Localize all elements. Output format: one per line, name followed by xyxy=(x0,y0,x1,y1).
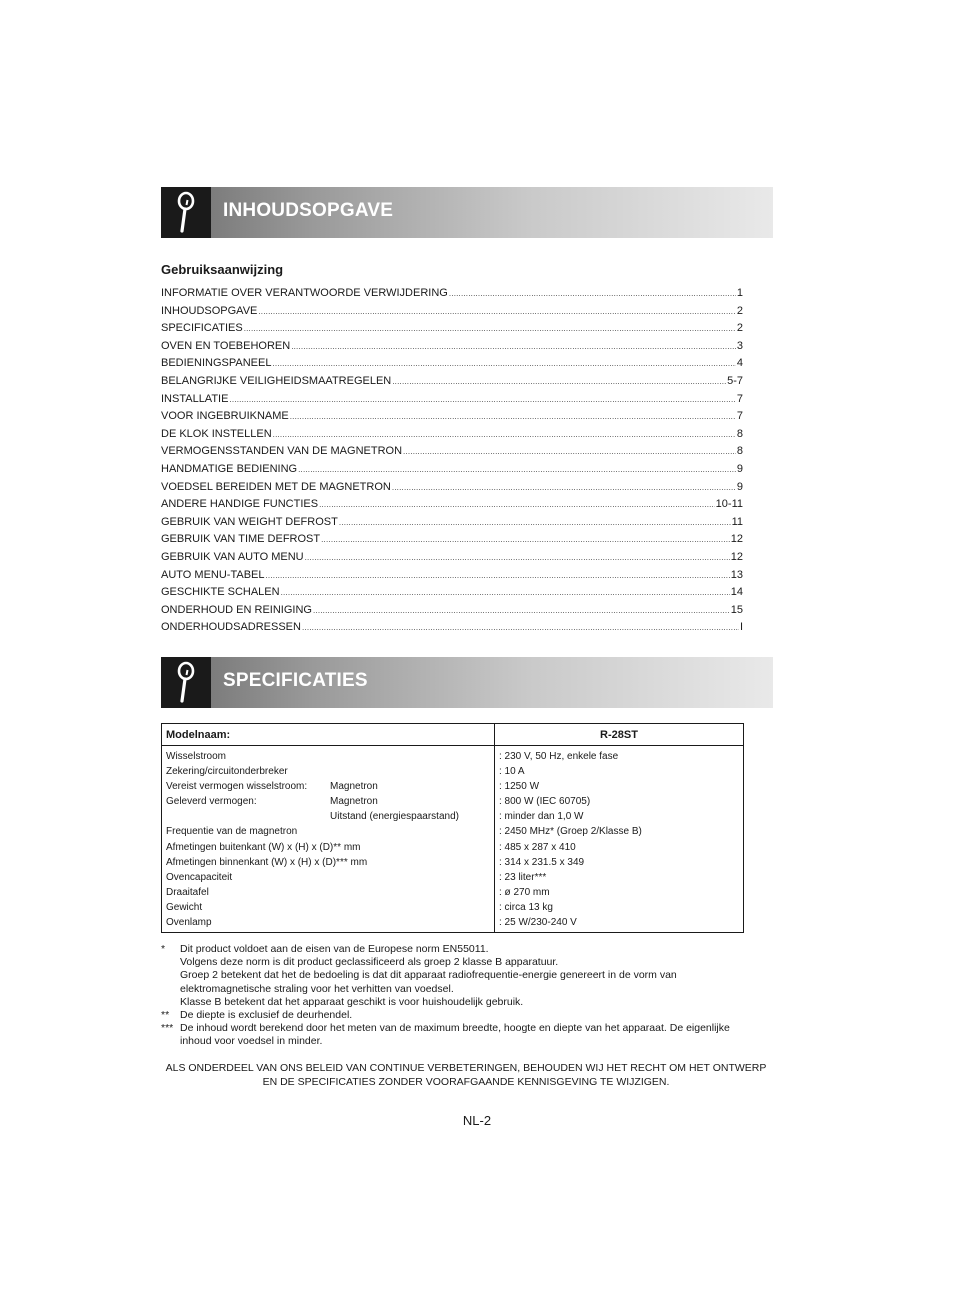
footnote-2: ** De diepte is exclusief de deurhendel. xyxy=(161,1009,353,1022)
toc-item[interactable]: INHOUDSOPGAVE ..... 2 xyxy=(161,303,743,321)
toc-item[interactable]: DE KLOK INSTELLEN ..... 8 xyxy=(161,426,743,444)
toc-title: INHOUDSOPGAVE xyxy=(223,200,394,221)
info-icon xyxy=(174,191,198,234)
disclaimer: ALS ONDERDEEL VAN ONS BELEID VAN CONTINUE VERBETERINGEN, BEHOUDEN WIJ HET RECHT OM HET ONTWERP EN DE SPECIFICATIES ZONDER VOORAFGAANDE KENNISGEVING TE WIJZIGEN. xyxy=(165,1062,767,1088)
toc-item[interactable]: HANDMATIGE BEDIENING ..... 9 xyxy=(161,461,743,479)
model-value: R-28ST xyxy=(495,724,744,746)
spec-title: SPECIFICATIES xyxy=(223,670,368,691)
toc-item[interactable]: GEBRUIK VAN WEIGHT DEFROST ..... 11 xyxy=(161,514,743,532)
toc-item[interactable]: GESCHIKTE SCHALEN ..... 14 xyxy=(161,584,743,602)
toc-item[interactable]: VERMOGENSSTANDEN VAN DE MAGNETRON ..... 8 xyxy=(161,443,743,461)
toc-item[interactable]: ANDERE HANDIGE FUNCTIES ..... 10-11 xyxy=(161,496,743,514)
footnote-3: *** De inhoud wordt berekend door het meten van de maximum breedte, hoogte en diepte van het apparaat. De eigenlijke inhoud voor voedsel in minder. xyxy=(161,1022,730,1048)
spec-table xyxy=(161,723,744,933)
footnotes xyxy=(161,943,761,1049)
toc-item[interactable]: INFORMATIE OVER VERANTWOORDE VERWIJDERING ..... 1 xyxy=(161,285,743,303)
spec-labels: Wisselstroom Zekering/circuitonderbreker Vereist vermogen wisselstroom: Magnetron Geleverd vermogen: Magnetron Uitstand (energiespaarstand) Frequentie van de magnetron Afmetingen buitenkant (W) x (H) x (D)** mm Afmetingen binnenkant (W) x (H) x (D)*** mm Ovencapaciteit Draaitafel Gewicht Ovenlamp xyxy=(162,746,495,933)
toc-item[interactable]: VOEDSEL BEREIDEN MET DE MAGNETRON ..... 9 xyxy=(161,479,743,497)
toc-item[interactable]: ONDERHOUDSADRESSEN ..... I xyxy=(161,619,743,637)
toc-item[interactable]: BELANGRIJKE VEILIGHEIDSMAATREGELEN ..... 5-7 xyxy=(161,373,743,391)
spec-banner xyxy=(161,657,773,708)
spec-values: : 230 V, 50 Hz, enkele fase : 10 A : 1250 W : 800 W (IEC 60705) : minder dan 1,0 W : 2450 MHz* (Groep 2/Klasse B) : 485 x 287 x 410 : 314 x 231.5 x 349 : 23 liter*** : ø 270 mm : circa 13 kg : 25 W/230-240 V xyxy=(495,746,744,933)
toc-banner xyxy=(161,187,773,238)
toc-item[interactable]: BEDIENINGSPANEEL ..... 4 xyxy=(161,355,743,373)
toc-item[interactable]: GEBRUIK VAN TIME DEFROST ..... 12 xyxy=(161,531,743,549)
toc-item[interactable]: OVEN EN TOEBEHOREN ..... 3 xyxy=(161,338,743,356)
toc-item[interactable]: ONDERHOUD EN REINIGING ..... 15 xyxy=(161,602,743,620)
toc-item[interactable]: VOOR INGEBRUIKNAME ..... 7 xyxy=(161,408,743,426)
toc-heading: Gebruiksaanwijzing xyxy=(161,262,284,277)
page-number: NL-2 xyxy=(462,1113,492,1128)
info-icon-box xyxy=(161,187,211,238)
model-label: Modelnaam: xyxy=(162,724,495,746)
info-icon xyxy=(174,661,198,704)
toc-item[interactable]: INSTALLATIE ..... 7 xyxy=(161,391,743,409)
info-icon-box xyxy=(161,657,211,708)
toc-item[interactable]: SPECIFICATIES ..... 2 xyxy=(161,320,743,338)
toc-item[interactable]: GEBRUIK VAN AUTO MENU ..... 12 xyxy=(161,549,743,567)
toc-item[interactable]: AUTO MENU-TABEL ..... 13 xyxy=(161,567,743,585)
toc-list xyxy=(161,285,743,637)
footnote-1: * Dit product voldoet aan de eisen van de Europese norm EN55011. Volgens deze norm is dit product geclassificeerd als groep 2 klasse B apparatuur. Groep 2 betekent dat het de bedoeling is dat dit apparaat radiofrequentie-energie genereert in de vorm van elektromagnetische straling voor het verhitten van voedsel. Klasse B betekent dat het apparaat geschikt is voor huishoudelijk gebruik. xyxy=(161,943,677,1008)
